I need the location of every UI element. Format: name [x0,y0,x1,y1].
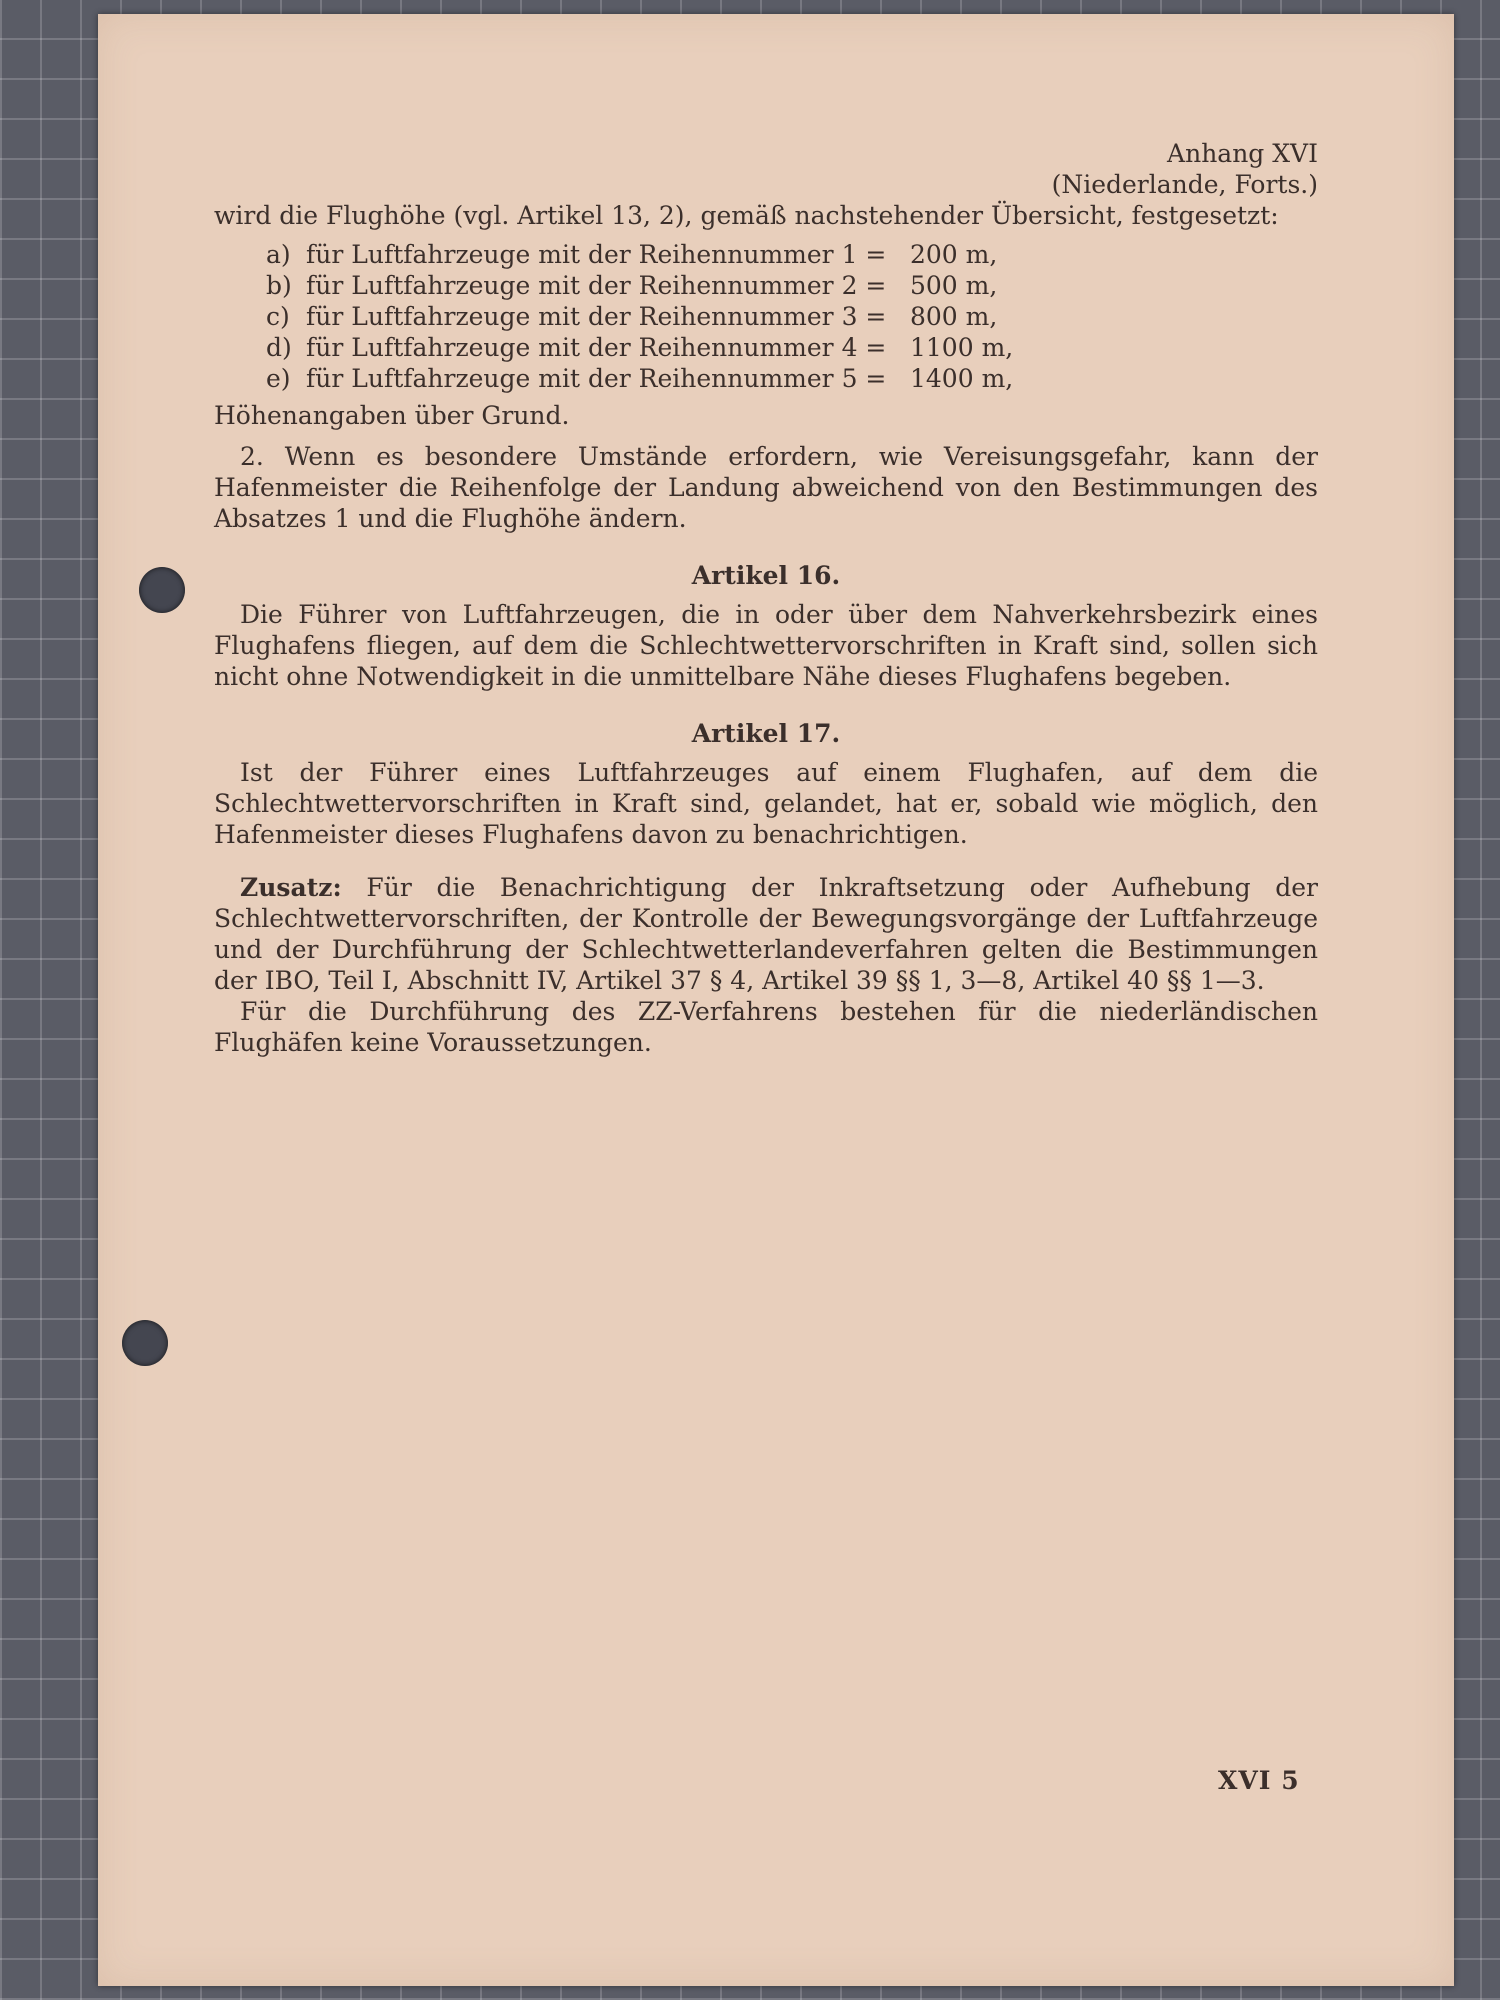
list-item [266,270,1318,301]
list-item-text: für Luftfahrzeuge mit der Reihennummer 1 = [306,240,887,269]
spacer [214,850,1318,872]
list-item [266,363,1318,394]
list-item-label: b) [266,271,292,300]
after-list-text: Höhenangaben über Grund. [214,401,570,430]
list-item-value: 200 m, [910,240,998,269]
article-17-text: Ist der Führer eines Luftfahrzeuges auf einem Flughafen, auf dem die Schlechtwettervorschriften in Kraft sind, gelandet, hat er, sobald wie möglich, den Hafenmeister dieses Flughafens davon zu benachrichtigen. [214,758,1318,849]
list-item-value: 1400 m, [910,364,1014,393]
zusatz-text: Für die Benachrichtigung der Inkraftsetzung oder Aufhebung der Schlechtwettervorschriften, der Kontrolle der Bewegungsvorgänge der Luftfahrzeuge und der Durchführung der Schlechtwetterlandeverfahren gelten die Bestimmungen der IBO, Teil I, Abschnitt IV, Artikel 37 § 4, Artikel 39 §§ 1, 3—8, Artikel 40 §§ 1—3. [214,873,1318,995]
intro-paragraph: wird die Flughöhe (vgl. Artikel 13, 2), gemäß nachstehender Übersicht, festgesetzt: [214,201,1279,230]
zusatz-label: Zusatz: [240,873,342,902]
punch-hole [122,1320,168,1366]
altitude-list [266,239,1318,394]
header-annex: Anhang XVI [1167,139,1318,168]
list-item-value: 1100 m, [910,333,1014,362]
page-content [214,138,1318,1058]
list-item-text: für Luftfahrzeuge mit der Reihennummer 2 = [306,271,887,300]
list-item-text: für Luftfahrzeuge mit der Reihennummer 4 = [306,333,887,362]
page-header [214,138,1318,200]
punch-hole [139,567,185,613]
list-item-text: für Luftfahrzeuge mit der Reihennummer 5 = [306,364,887,393]
list-item [266,301,1318,332]
zusatz-paragraph [214,872,1318,996]
list-item-label: e) [266,364,291,393]
list-item-value: 800 m, [910,302,998,331]
article-16-heading: Artikel 16. [691,561,841,590]
header-country: (Niederlande, Forts.) [1051,170,1318,199]
list-item-label: d) [266,333,292,362]
zusatz-paragraph-2: Für die Durchführung des ZZ-Verfahrens bestehen für die niederländischen Flughäfen keine Voraussetzungen. [214,997,1318,1057]
article-16-text: Die Führer von Luftfahrzeugen, die in oder über dem Nahverkehrsbezirk eines Flughafens fliegen, auf dem die Schlechtwettervorschriften in Kraft sind, sollen sich nicht ohne Notwendigkeit in die unmittelbare Nähe dieses Flughafens begeben. [214,600,1318,691]
paragraph-2: 2. Wenn es besondere Umstände erfordern, wie Vereisungsgefahr, kann der Hafenmeister die Reihenfolge der Landung abweichend von den Bestimmungen des Absatzes 1 und die Flughöhe ändern. [214,442,1318,533]
list-item-label: a) [266,240,291,269]
list-item-label: c) [266,302,290,331]
list-item [266,332,1318,363]
page-number: XVI 5 [1218,1766,1300,1795]
list-item [266,239,1318,270]
article-17-heading: Artikel 17. [691,719,841,748]
list-item-text: für Luftfahrzeuge mit der Reihennummer 3 = [306,302,887,331]
list-item-value: 500 m, [910,271,998,300]
